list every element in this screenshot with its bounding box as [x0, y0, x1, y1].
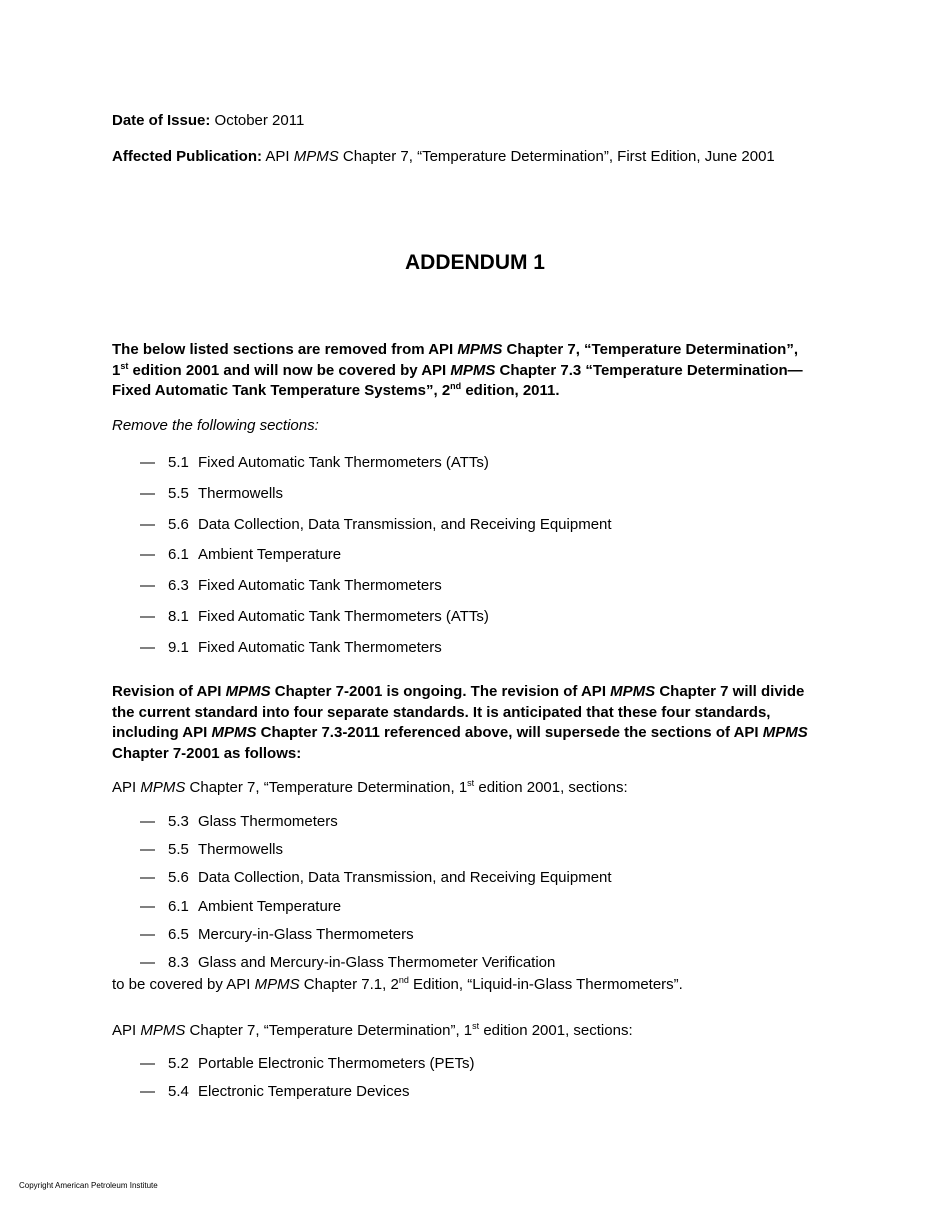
coverage-italic: MPMS	[254, 976, 300, 993]
section-item	[140, 864, 612, 892]
group1-sup: st	[467, 778, 475, 788]
group1-text: API	[112, 779, 141, 796]
revision-text: Revision of API	[112, 683, 226, 700]
section-title: Glass and Mercury-in-Glass Thermometer Verification	[198, 954, 556, 972]
revision-text: Chapter 7 will divide	[655, 683, 805, 700]
revision-text: including API	[112, 724, 212, 741]
intro-italic: MPMS	[450, 361, 496, 379]
section-item	[140, 921, 612, 949]
intro-text: edition, 2011.	[461, 382, 560, 399]
section-title: Data Collection, Data Transmission, and Receiving Equipment	[198, 515, 612, 533]
dash-bullet: —	[140, 484, 155, 502]
group2-text: edition 2001, sections:	[479, 1022, 633, 1039]
affected-italic: MPMS	[293, 148, 339, 165]
revision-italic: MPMS	[211, 724, 257, 741]
intro-text: 1	[112, 361, 121, 379]
intro-text: Fixed Automatic Tank Temperature Systems”, 2	[112, 382, 451, 399]
dash-bullet: —	[140, 577, 155, 595]
group1-italic: MPMS	[140, 779, 186, 796]
section-item	[140, 602, 612, 633]
section-title: Electronic Temperature Devices	[198, 1083, 410, 1101]
dash-bullet: —	[140, 546, 155, 564]
group1-sections-list	[140, 808, 612, 977]
revision-line-4: Chapter 7-2001 as follows:	[112, 744, 302, 762]
coverage-text: Chapter 7.1, 2	[299, 976, 399, 993]
group1-heading	[112, 779, 628, 796]
intro-text: Chapter 7.3 “Temperature Determination—	[495, 361, 803, 379]
intro-line-3	[112, 381, 842, 402]
section-item	[140, 808, 612, 836]
section-item	[140, 540, 612, 571]
intro-paragraph	[112, 340, 842, 402]
dash-bullet: —	[140, 813, 155, 830]
dash-bullet: —	[140, 1055, 155, 1072]
section-title: Fixed Automatic Tank Thermometers	[198, 577, 442, 595]
group1-text: Chapter 7, “Temperature Determination, 1	[185, 779, 468, 796]
section-item	[140, 836, 612, 864]
section-item	[140, 510, 612, 541]
removed-sections-list	[140, 448, 612, 664]
revision-italic: MPMS	[225, 683, 271, 700]
section-number: 6.3	[168, 577, 189, 595]
revision-line-2: the current standard into four separate standards. It is anticipated that these four standards,	[112, 703, 771, 721]
date-value: October 2011	[214, 112, 305, 129]
section-number: 9.1	[168, 638, 189, 656]
group2-italic: MPMS	[140, 1022, 186, 1039]
dash-bullet: —	[140, 925, 155, 943]
dash-bullet: —	[140, 1083, 155, 1101]
section-title: Data Collection, Data Transmission, and Receiving Equipment	[198, 869, 612, 887]
section-item	[140, 479, 612, 510]
section-number: 6.5	[168, 925, 189, 943]
intro-line-1	[112, 340, 842, 361]
group1-coverage	[112, 976, 683, 993]
affected-pre: API	[265, 148, 294, 165]
dash-bullet: —	[140, 607, 155, 625]
coverage-text: Edition, “Liquid-in-Glass Thermometers”.	[408, 976, 683, 993]
intro-sup: nd	[450, 381, 462, 391]
remove-label: Remove the following sections:	[112, 417, 319, 434]
intro-italic: MPMS	[457, 341, 503, 358]
intro-text: edition 2001 and will now be covered by API	[128, 361, 451, 379]
dash-bullet: —	[140, 954, 155, 972]
section-item	[140, 1050, 474, 1078]
affected-label: Affected Publication:	[112, 148, 263, 165]
section-title: Thermowells	[198, 841, 284, 859]
section-number: 5.2	[168, 1055, 189, 1072]
section-title: Fixed Automatic Tank Thermometers (ATTs)	[198, 454, 489, 471]
revision-text: Chapter 7-2001 is ongoing. The revision of API	[270, 683, 611, 700]
revision-line-1	[112, 682, 842, 703]
section-item	[140, 949, 612, 977]
revision-italic: MPMS	[610, 683, 656, 700]
section-title: Ambient Temperature	[198, 546, 342, 564]
section-number: 8.3	[168, 954, 189, 972]
section-number: 6.1	[168, 897, 189, 915]
group2-heading	[112, 1022, 633, 1039]
section-number: 5.5	[168, 484, 189, 502]
group2-sections-list	[140, 1050, 474, 1106]
dash-bullet: —	[140, 841, 155, 859]
section-title: Ambient Temperature	[198, 897, 342, 915]
section-number: 8.1	[168, 607, 189, 625]
intro-sup: st	[120, 360, 129, 371]
page-title: ADDENDUM 1	[404, 251, 545, 274]
section-item	[140, 1078, 474, 1106]
section-title: Portable Electronic Thermometers (PETs)	[198, 1055, 475, 1072]
section-title: Mercury-in-Glass Thermometers	[198, 925, 414, 943]
section-item	[140, 571, 612, 602]
section-number: 6.1	[168, 546, 189, 564]
coverage-sup: nd	[398, 975, 409, 985]
affected-publication-line	[112, 148, 775, 165]
section-number: 5.1	[168, 454, 189, 471]
dash-bullet: —	[140, 897, 155, 915]
intro-text: The below listed sections are removed from API	[112, 341, 458, 358]
group2-sup: st	[472, 1021, 480, 1031]
section-title: Fixed Automatic Tank Thermometers (ATTs)	[198, 607, 489, 625]
dash-bullet: —	[140, 454, 155, 471]
intro-line-2	[112, 361, 842, 382]
dash-bullet: —	[140, 638, 155, 656]
affected-post: Chapter 7, “Temperature Determination”, First Edition, June 2001	[338, 148, 775, 165]
section-number: 5.4	[168, 1083, 189, 1101]
coverage-text: to be covered by API	[112, 976, 255, 993]
group2-text: API	[112, 1022, 141, 1039]
group1-text: edition 2001, sections:	[474, 779, 628, 796]
group2-text: Chapter 7, “Temperature Determination”, 1	[185, 1022, 473, 1039]
section-number: 5.3	[168, 813, 189, 830]
section-item	[140, 448, 612, 479]
section-number: 5.5	[168, 841, 189, 859]
dash-bullet: —	[140, 515, 155, 533]
revision-italic: MPMS	[762, 724, 808, 741]
date-of-issue-line	[112, 112, 304, 129]
section-item	[140, 893, 612, 921]
section-title: Fixed Automatic Tank Thermometers	[198, 638, 442, 656]
revision-text: Chapter 7.3-2011 referenced above, will supersede the sections of API	[256, 724, 763, 741]
copyright-footer: Copyright American Petroleum Institute	[19, 1181, 158, 1190]
section-title: Glass Thermometers	[198, 813, 338, 830]
revision-line-3	[112, 723, 842, 744]
section-number: 5.6	[168, 515, 189, 533]
section-title: Thermowells	[198, 484, 284, 502]
date-label: Date of Issue:	[112, 112, 211, 129]
dash-bullet: —	[140, 869, 155, 887]
section-number: 5.6	[168, 869, 189, 887]
section-item	[140, 633, 612, 664]
revision-paragraph	[112, 682, 842, 764]
intro-text: Chapter 7, “Temperature Determination”,	[502, 341, 798, 358]
